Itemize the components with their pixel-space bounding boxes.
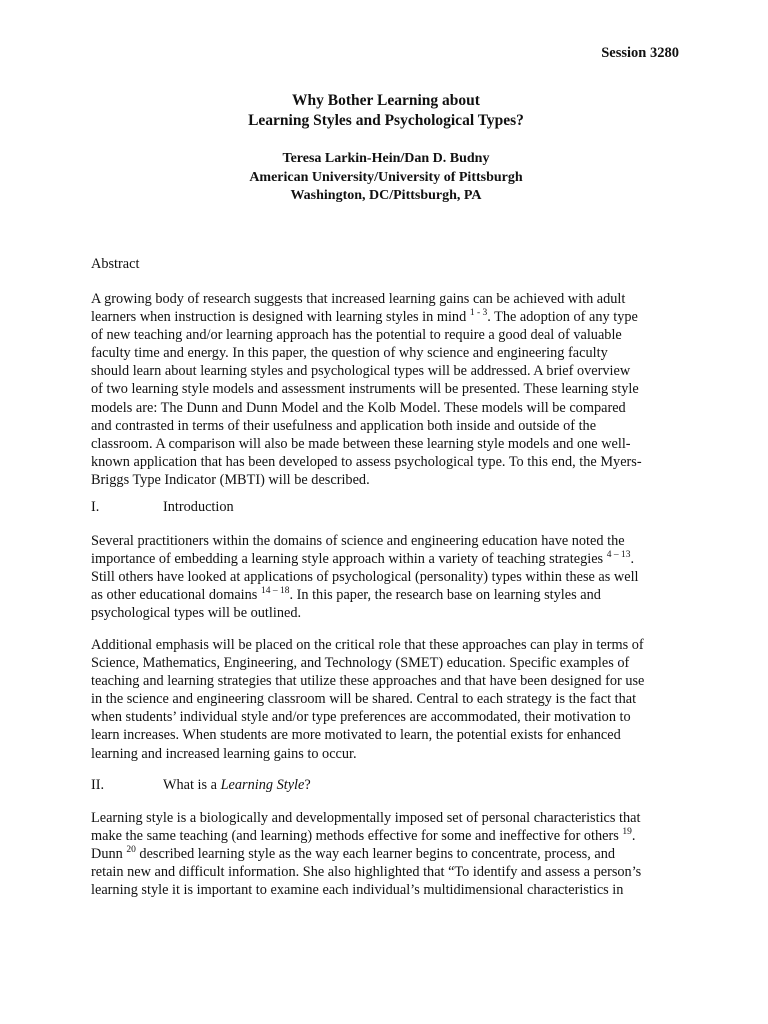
text-line: retain new and difficult information. She also highlighted that “To identify and assess a person’s bbox=[91, 864, 642, 881]
text-line: models are: The Dunn and Dunn Model and the Kolb Model. These models will be compared bbox=[91, 399, 626, 416]
text-line: A growing body of research suggests that increased learning gains can be achieved with adult bbox=[91, 291, 626, 307]
citation-superscript: 19 bbox=[622, 827, 632, 838]
text-line: psychological types will be outlined. bbox=[91, 605, 302, 622]
text-line: in the science and engineering classroom will be shared. Central to each strategy is the fact that bbox=[91, 691, 637, 708]
text-line: learning and increased learning gains to occur. bbox=[91, 745, 357, 762]
text-line: learning style it is important to examine each individual’s multidimensional characteristics in bbox=[91, 882, 624, 899]
text-line: Science, Mathematics, Engineering, and Technology (SMET) education. Specific examples of bbox=[91, 655, 630, 672]
author-names: Teresa Larkin-Hein/Dan D. Budny bbox=[282, 151, 490, 166]
section-heading-learning-style: II. What is a Learning Style? bbox=[91, 777, 311, 793]
text-line: Still others have looked at applications of psychological (personality) types within these as well bbox=[91, 569, 639, 586]
abstract-heading: Abstract bbox=[91, 256, 140, 272]
text-line: Several practitioners within the domains of science and engineering education have noted the bbox=[91, 533, 625, 549]
author-location: Washington, DC/Pittsburgh, PA bbox=[290, 188, 482, 203]
introduction-paragraph-1 bbox=[91, 532, 691, 622]
introduction-paragraph-2 bbox=[91, 636, 691, 763]
title-line-2: Learning Styles and Psychological Types? bbox=[248, 112, 524, 129]
text-line: teaching and learning strategies that utilize these approaches and that have been designed for use bbox=[91, 673, 645, 690]
citation-superscript: 20 bbox=[126, 845, 136, 856]
text-line: when students’ individual style and/or type preferences are accommodated, their motivation to bbox=[91, 709, 631, 726]
text-line: of two learning style models and assessment instruments will be presented. These learning style bbox=[91, 381, 639, 398]
text-line: importance of embedding a learning style approach within a variety of teaching strategies $^{4 - 13}$. bbox=[91, 550, 635, 568]
abstract-paragraph bbox=[91, 290, 691, 489]
text-line: Additional emphasis will be placed on the critical role that these approaches can play in terms of bbox=[91, 637, 644, 653]
session-number: Session 3280 bbox=[601, 45, 679, 61]
text-line: and contrasted in terms of their usefulness and application both inside and outside of the bbox=[91, 417, 597, 434]
author-block bbox=[91, 150, 681, 206]
paper-title bbox=[91, 91, 681, 131]
section-title: Introduction bbox=[163, 499, 234, 515]
paper-page bbox=[91, 0, 681, 1024]
text-line: faculty time and energy. In this paper, the question of why science and engineering faculty bbox=[91, 345, 608, 362]
text-line: learn increases. When students are more motivated to learn, the potential exists for enhanced bbox=[91, 727, 621, 744]
text-line: as other educational domains $^{14 - 18}$. In this paper, the research base on learning styles and bbox=[91, 586, 601, 604]
title-line-1: Why Bother Learning about bbox=[292, 92, 480, 109]
text-line: Dunn $^{20}$ described learning style as the way each learner begins to concentrate, process, and bbox=[91, 845, 616, 863]
section-number: II. bbox=[91, 777, 105, 793]
text-line: Briggs Type Indicator (MBTI) will be described. bbox=[91, 471, 370, 488]
citation-superscript: 1 - 3 bbox=[469, 308, 488, 319]
section-title-emphasis: Learning Style bbox=[220, 777, 305, 793]
text-line: classroom. A comparison will also be made between these learning style models and one well- bbox=[91, 435, 631, 452]
citation-superscript: 4 – 13 bbox=[606, 550, 631, 561]
text-line: make the same teaching (and learning) methods effective for some and ineffective for others $^{19}$. bbox=[91, 827, 636, 845]
text-line: of new teaching and/or learning approach has the potential to require a good deal of valuable bbox=[91, 327, 622, 344]
citation-superscript: 14 – 18 bbox=[260, 586, 290, 597]
learning-style-paragraph bbox=[91, 809, 691, 899]
text-line: known application that has been developed to assess psychological type. To this end, the Myers- bbox=[91, 453, 642, 470]
author-affiliation: American University/University of Pittsburgh bbox=[249, 169, 523, 185]
section-heading-introduction bbox=[91, 498, 234, 516]
section-number: I. bbox=[91, 499, 100, 515]
text-line: should learn about learning styles and psychological types will be addressed. A brief overview bbox=[91, 363, 631, 380]
text-line: learners when instruction is designed with learning styles in mind $^{1 - 3}$. The adoption of any type bbox=[91, 308, 638, 326]
text-line: Learning style is a biologically and developmentally imposed set of personal characteristics that bbox=[91, 810, 641, 826]
